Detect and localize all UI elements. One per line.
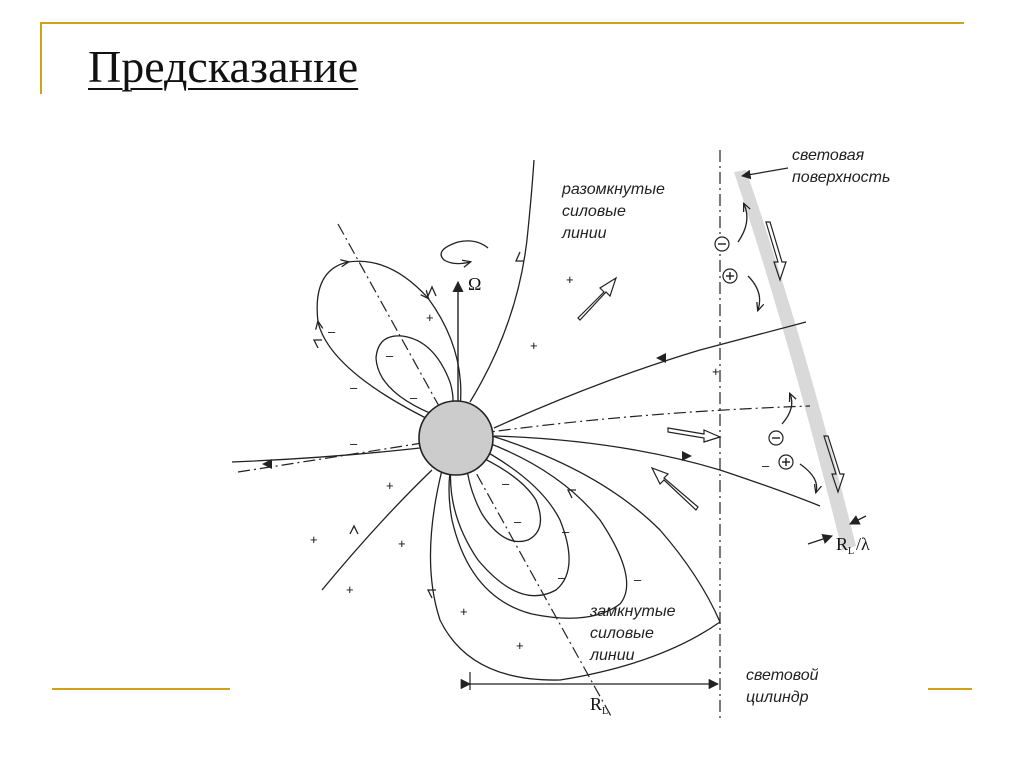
charge-minus-upper xyxy=(715,237,729,251)
width-marker-1 xyxy=(850,516,866,524)
svg-text:–: – xyxy=(502,476,510,491)
svg-text:+: + xyxy=(398,536,406,551)
svg-text:–: – xyxy=(634,572,642,587)
open-lines-label xyxy=(561,181,665,242)
open-line-right xyxy=(494,322,806,428)
light-surface-band xyxy=(734,170,856,550)
wind-arrow-1 xyxy=(578,278,616,320)
svg-text:+: + xyxy=(460,604,468,619)
surface-leader xyxy=(742,168,788,176)
svg-text:силовые: силовые xyxy=(590,625,654,642)
arrow-tip-8 xyxy=(428,590,436,598)
open-line-lower-left xyxy=(322,470,432,590)
light-surface-label xyxy=(792,147,890,186)
charge-plus-upper xyxy=(723,269,737,283)
svg-text:–: – xyxy=(762,458,770,473)
closed-lines-label xyxy=(589,603,676,664)
neutron-star xyxy=(419,401,493,475)
upper-outer-loop xyxy=(317,261,461,424)
svg-text:разомкнутые: разомкнутые xyxy=(562,181,665,198)
omega-symbol: Ω xyxy=(468,274,482,294)
charge-path-1 xyxy=(738,204,747,242)
svg-text:замкнутые: замкнутые xyxy=(590,603,676,620)
open-line-left xyxy=(232,448,420,462)
svg-text:–: – xyxy=(410,390,418,405)
svg-text:L: L xyxy=(848,546,855,557)
charge-path-2 xyxy=(748,276,760,310)
charge-path-4 xyxy=(800,464,817,492)
svg-text:линии: линии xyxy=(562,225,607,242)
svg-text:+: + xyxy=(310,532,318,547)
magnetic-axis xyxy=(338,224,612,718)
arrow-tip-9 xyxy=(350,526,358,534)
svg-text:силовые: силовые xyxy=(562,203,626,220)
arrow-tip-5 xyxy=(682,451,692,461)
wind-arrow-2 xyxy=(668,428,720,442)
svg-text:–: – xyxy=(386,348,394,363)
svg-text:+: + xyxy=(426,310,434,325)
charge-plus-lower xyxy=(779,455,793,469)
svg-text:+: + xyxy=(386,478,394,493)
arrow-tip-3 xyxy=(516,252,524,261)
svg-text:–: – xyxy=(328,324,336,339)
slide-title: Предсказание xyxy=(88,41,359,92)
svg-text:линии: линии xyxy=(590,647,635,664)
arrow-tip-4 xyxy=(656,353,666,363)
svg-text:R: R xyxy=(836,534,849,554)
svg-text:–: – xyxy=(350,436,358,451)
svg-text:+: + xyxy=(712,364,720,379)
width-marker-2 xyxy=(808,536,832,544)
rl-label xyxy=(590,694,608,717)
lower-big-loop xyxy=(430,436,720,680)
svg-text:L: L xyxy=(602,706,609,717)
charge-path-3 xyxy=(782,394,792,424)
svg-text:цилиндр: цилиндр xyxy=(746,689,809,706)
svg-text:–: – xyxy=(562,524,570,539)
svg-text:–: – xyxy=(558,570,566,585)
svg-text:поверхность: поверхность xyxy=(792,169,891,186)
light-cylinder-label xyxy=(746,667,819,706)
minus-signs xyxy=(328,324,770,587)
equatorial-line xyxy=(238,406,810,472)
plus-signs xyxy=(310,272,720,653)
svg-text:+: + xyxy=(530,338,538,353)
arrow-tip-1 xyxy=(428,287,436,296)
svg-text:/λ: /λ xyxy=(856,534,870,554)
svg-text:–: – xyxy=(350,380,358,395)
svg-text:световой: световой xyxy=(746,667,819,684)
svg-text:R: R xyxy=(590,694,603,714)
svg-text:световая: световая xyxy=(792,147,865,164)
svg-text:–: – xyxy=(514,514,522,529)
charge-minus-lower xyxy=(769,431,783,445)
wind-arrow-3 xyxy=(652,468,698,510)
rotation-arrow xyxy=(441,241,488,264)
svg-text:+: + xyxy=(516,638,524,653)
svg-text:+: + xyxy=(566,272,574,287)
arrow-tip-2 xyxy=(314,340,322,348)
svg-text:+: + xyxy=(346,582,354,597)
